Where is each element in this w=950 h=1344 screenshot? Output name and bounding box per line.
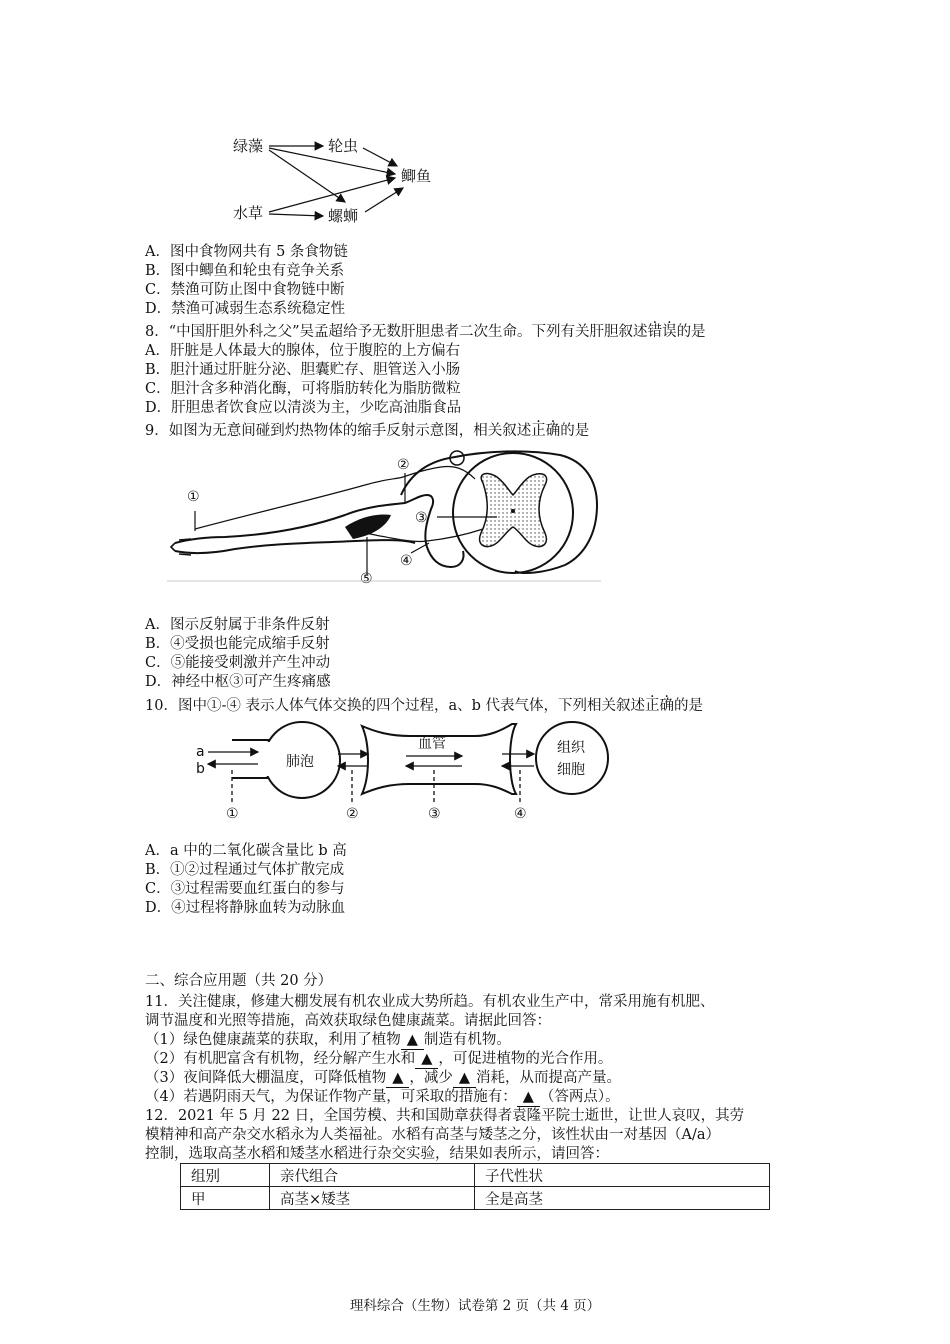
q9-option-b: B．④受损也能完成缩手反射 (145, 636, 330, 652)
answer-blank[interactable]: ▲ (453, 1069, 476, 1088)
q12-stem-3: 控制，选取高茎水稻和矮茎水稻进行杂交实验，结果如表所示，请回答： (145, 1146, 609, 1162)
q11-part-1: （1）绿色健康蔬菜的获取，利用了植物 ▲ 制造有机物。 (145, 1032, 511, 1048)
node-snail: 螺蛳 (328, 207, 359, 225)
arrow-snail-carp (365, 188, 403, 212)
arrow-rotifer-carp (363, 148, 397, 166)
node-algae: 绿藻 (233, 137, 264, 155)
section-2-title: 二、综合应用题（共 20 分） (145, 973, 333, 989)
label-alveolus: 肺泡 (286, 754, 314, 770)
table-cell: 甲 (181, 1187, 270, 1210)
q10-option-c: C．③过程需要血红蛋白的参与 (145, 881, 345, 897)
num-4: ④ (514, 806, 527, 822)
answer-blank[interactable]: ▲ (401, 1031, 424, 1050)
num-2: ② (346, 806, 359, 822)
q12-stem-2: 模精神和高产杂交水稻永为人类福祉。水稻有高茎与矮茎之分，该性状由一对基因（A/a） (145, 1127, 720, 1143)
q9-option-d: D．神经中枢③可产生疼痛感 (145, 674, 331, 690)
answer-blank[interactable]: ▲ (517, 1088, 540, 1107)
q8-option-c: C．胆汁含多种消化酶，可将脂肪转化为脂肪微粒 (145, 381, 461, 397)
q9-option-c: C．⑤能接受刺激并产生冲动 (145, 655, 331, 671)
q8-option-a: A．肝脏是人体最大的腺体，位于腹腔的上方偏右 (145, 343, 460, 359)
label-a: a (196, 744, 205, 760)
q7-option-b: B．图中鲫鱼和轮虫有竞争关系 (145, 263, 345, 279)
q9-option-a: A．图示反射属于非条件反射 (145, 617, 330, 633)
q11-stem-2: 调节温度和光照等措施，高效获取绿色健康蔬菜。请据此回答： (145, 1013, 551, 1029)
q8-stem: 8．“中国肝胆外科之父”吴孟超给予无数肝胆患者二次生命。下列有关肝胆叙述错误的是 (145, 324, 706, 340)
biceps-muscle (345, 515, 391, 540)
q8-option-b: B．胆汁通过肝脏分泌、胆囊贮存、胆管送入小肠 (145, 362, 461, 378)
answer-blank[interactable]: ▲ (386, 1069, 409, 1088)
q10-stem: 10．图中①-④ 表示人体气体交换的四个过程，a、b 代表气体，下列相关叙述正确的是 (145, 698, 703, 714)
arrow-waterweed-snail (269, 214, 323, 216)
table-cell: 高茎×矮茎 (270, 1187, 475, 1210)
q10-option-b: B．①②过程通过气体扩散完成 (145, 862, 345, 878)
q7-option-a: A．图中食物网共有 5 条食物链 (145, 244, 348, 260)
central-canal (511, 509, 515, 513)
node-waterweed: 水草 (233, 204, 264, 222)
table-header-row (181, 1164, 770, 1187)
q11-part-3: （3）夜间降低大棚温度，可降低植物 ▲ ，减少 ▲ 消耗，从而提高产量。 (145, 1070, 622, 1086)
q10-option-a: A．a 中的二氧化碳含量比 b 高 (145, 843, 347, 859)
label-5: ⑤ (360, 571, 373, 587)
node-rotifer: 轮虫 (328, 137, 359, 155)
table-cell: 全是高茎 (475, 1187, 770, 1210)
q11-part-4: （4）若遇阴雨天气，为保证作物产量，可采取的措施有： ▲ （答两点）。 (145, 1089, 620, 1105)
blood-vessel (362, 724, 516, 794)
gas-exchange-diagram (190, 718, 620, 823)
label-tissue-1: 组织 (557, 740, 585, 756)
reflex-arc-diagram (165, 443, 605, 588)
arm-outline (175, 495, 464, 567)
q9-stem: 9．如图为无意间碰到灼热物体的缩手反射示意图，相关叙述正确的是 (145, 423, 590, 439)
answer-blank[interactable]: ▲ (415, 1050, 438, 1069)
node-carp: 鲫鱼 (401, 167, 432, 185)
q7-option-c: C．禁渔可防止图中食物链中断 (145, 282, 345, 298)
q8-option-d: D．肝胆患者饮食应以清淡为主，少吃高油脂食品 (145, 400, 462, 416)
results-table (180, 1163, 770, 1210)
label-3: ③ (415, 510, 428, 526)
arm-lower-outline (175, 540, 415, 553)
label-4: ④ (400, 553, 413, 569)
q7-option-d: D．禁渔可减弱生态系统稳定性 (145, 301, 346, 317)
q11-part-2: （2）有机肥富含有机物，经分解产生水和 ▲ ，可促进植物的光合作用。 (145, 1051, 613, 1067)
label-1: ① (187, 489, 200, 505)
table-header-cell: 组别 (181, 1164, 270, 1187)
food-web-diagram (225, 128, 445, 228)
page-footer: 理科综合（生物）试卷第 2 页（共 4 页） (349, 1298, 601, 1314)
q11-stem-1: 11．关注健康，修建大棚发展有机农业成大势所趋。有机农业生产中，常采用施有机肥、 (145, 994, 715, 1010)
label-b: b (196, 761, 205, 777)
table-header-cell: 子代性状 (475, 1164, 770, 1187)
label-tissue-2: 细胞 (557, 762, 585, 778)
airway-gap (262, 742, 272, 776)
q10-option-d: D．④过程将静脉血转为动脉血 (145, 900, 346, 916)
tissue-cell (536, 722, 608, 794)
label-vessel: 血管 (418, 736, 446, 752)
q12-stem-1: 12．2021 年 5 月 22 日，全国劳模、共和国勋章获得者袁隆平院士逝世，让世人哀叹，其劳 (145, 1108, 745, 1124)
label-2: ② (397, 457, 410, 473)
num-3: ③ (428, 806, 441, 822)
table-row (181, 1187, 770, 1210)
table-header-cell: 亲代组合 (270, 1164, 475, 1187)
num-1: ① (226, 806, 239, 822)
